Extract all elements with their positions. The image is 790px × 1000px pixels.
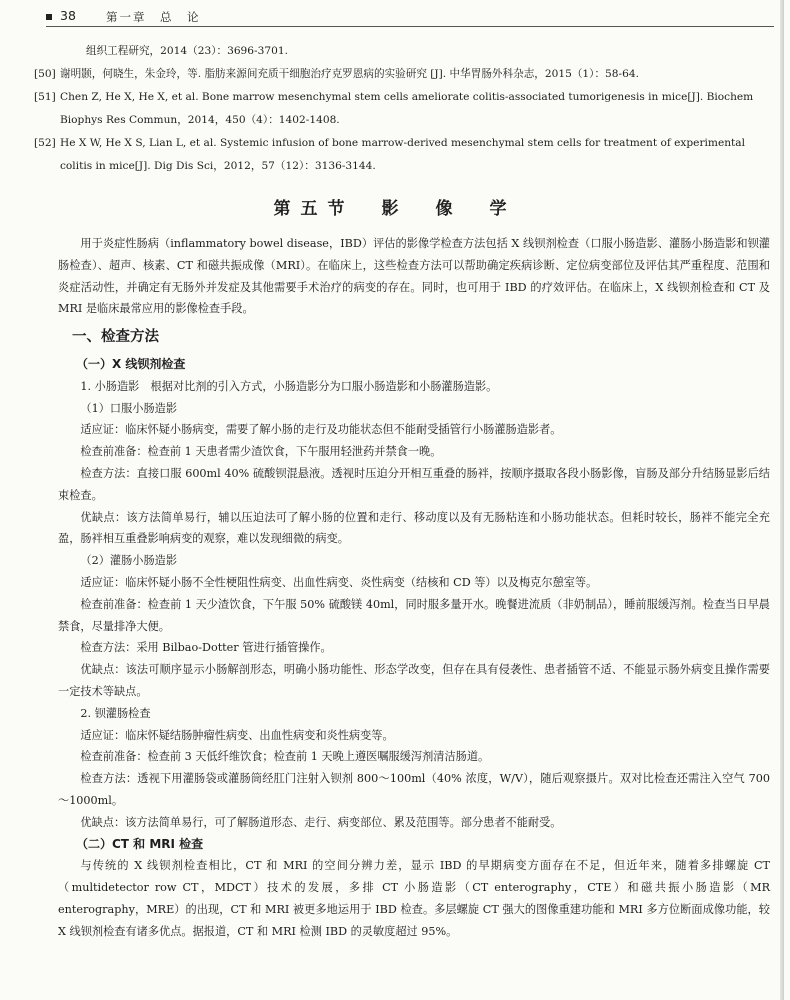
- reference-item: [52] He X W, He X S, Lian L, et al. Systemic infusion of bone marrow-derived mesenchymal stem cells for treatment of experimental colitis in mice[J]. Dig Dis Sci，2012，57（12）：3136-3144.: [34, 137, 746, 172]
- reference-list: [34, 40, 772, 178]
- paragraph: 1. 小肠造影 根据对比剂的引入方式，小肠造影分为口服小肠造影和小肠灌肠造影。: [80, 379, 498, 393]
- paragraph: 优缺点：该方法简单易行，辅以压迫法可了解小肠的位置和走行、移动度以及有无肠粘连和小肠功能状态。但耗时较长，肠袢不能完全充盈，肠袢相互重叠影响病变的观察，难以发现细微的病变。: [58, 510, 770, 546]
- page-number: 38: [60, 8, 76, 23]
- section-title: 第五节 影 像 学: [273, 199, 517, 219]
- page-edge-shadow: [780, 0, 784, 1000]
- section-body: [58, 233, 770, 943]
- paragraph: 检查前准备：检查前 3 天低纤维饮食；检查前 1 天晚上遵医嘱服缓泻剂清洁肠道。: [80, 750, 490, 764]
- paragraph: 检查前准备：检查前 1 天患者需少渣饮食，下午服用轻泄药并禁食一晚。: [80, 445, 442, 459]
- paragraph: 优缺点：该方法简单易行，可了解肠道形态、走行、病变部位、累及范围等。部分患者不能耐受。: [80, 815, 562, 829]
- reference-item: 组织工程研究，2014（23）：3696-3701.: [86, 45, 288, 57]
- reference-item: [51] Chen Z, He X, He X, et al. Bone marrow mesenchymal stem cells ameliorate colitis-associated tumorigenesis in mice[J]. Biochem Biophys Res Commun，2014，450（4）：1402-1408.: [34, 91, 754, 126]
- reference-item: [50] 谢明颢，何晓生，朱金玲，等. 脂肪来源间充质干细胞治疗克罗恩病的实验研究 [J]. 中华胃肠外科杂志，2015（1）：58-64.: [34, 68, 639, 80]
- paragraph: 检查前准备：检查前 1 天少渣饮食，下午服 50% 硫酸镁 40ml，同时服多量开水。晚餐进流质（非奶制品），睡前服缓泻剂。检查当日早晨禁食，尽量排净大便。: [58, 597, 770, 633]
- heading-methods: 一、检查方法: [72, 329, 159, 346]
- header-square-icon: [46, 14, 52, 20]
- intro-paragraph: 用于炎症性肠病（inflammatory bowel disease，IBD）评估的影像学检查方法包括 X 线钡剂检查（口服小肠造影、灌肠小肠造影和钡灌肠检查）、超声、核素、CT 和磁共振成像（MRI）。在临床上，这些检查方法可以帮助确定疾病诊断、定位病变部位及评估其严重程度、范围和炎症活动性，并确定有无肠外并发症及其他需要手术治疗的病变的存在。同时，也可用于 IBD 的疗效评估。在临床上，X 线钡剂检查和 CT 及 MRI 是临床最常应用的影像检查手段。: [58, 237, 770, 316]
- subheading: （2）灌肠小肠造影: [80, 554, 178, 568]
- paragraph: 适应证：临床怀疑小肠不全性梗阻性病变、出血性病变、炎性病变（结核和 CD 等）以及梅克尔憩室等。: [80, 575, 598, 589]
- paragraph: 检查方法：采用 Bilbao-Dotter 管进行插管操作。: [80, 641, 332, 655]
- heading-xray: （一）X 线钡剂检查: [76, 356, 186, 371]
- subheading: （1）口服小肠造影: [80, 401, 178, 415]
- chapter-title: 第一章 总 论: [106, 10, 201, 24]
- paragraph: 检查方法：透视下用灌肠袋或灌肠筒经肛门注射入钡剂 800～100ml（40% 浓度，W/V），随后观察摄片。双对比检查还需注入空气 700～1000ml。: [58, 772, 770, 807]
- paragraph: 适应证：临床怀疑结肠肿瘤性病变、出血性病变和炎性病变等。: [80, 728, 394, 742]
- paragraph: 优缺点：该法可顺序显示小肠解剖形态，明确小肠功能性、形态学改变，但存在具有侵袭性、患者插管不适、不能显示肠外病变且操作需要一定技术等缺点。: [58, 663, 770, 698]
- subheading: 2. 钡灌肠检查: [80, 706, 151, 720]
- paragraph: 适应证：临床怀疑小肠病变，需要了解小肠的走行及功能状态但不能耐受插管行小肠灌肠造影者。: [80, 423, 562, 437]
- paragraph: 与传统的 X 线钡剂检查相比，CT 和 MRI 的空间分辨力差，显示 IBD 的早期病变方面存在不足，但近年来，随着多排螺旋 CT（multidetector row CT，MDCT）技术的发展，多排 CT 小肠造影（CT enterography，CTE）和磁共振小肠造影（MR enterography，MRE）的出现，CT 和 MRI 被更多地运用于 IBD 检查。多层螺旋 CT 强大的图像重建功能和 MRI 多方位断面成像功能，较 X 线钡剂检查有诸多优点。据报道，CT 和 MRI 检测 IBD 的灵敏度超过 95%。: [58, 859, 770, 938]
- paragraph: 检查方法：直接口服 600ml 40% 硫酸钡混悬液。透视时压迫分开相互重叠的肠袢，按顺序摄取各段小肠影像，盲肠及部分升结肠显影后结束检查。: [58, 466, 770, 502]
- running-header: [46, 8, 774, 27]
- heading-ct-mri: （二）CT 和 MRI 检查: [76, 836, 204, 851]
